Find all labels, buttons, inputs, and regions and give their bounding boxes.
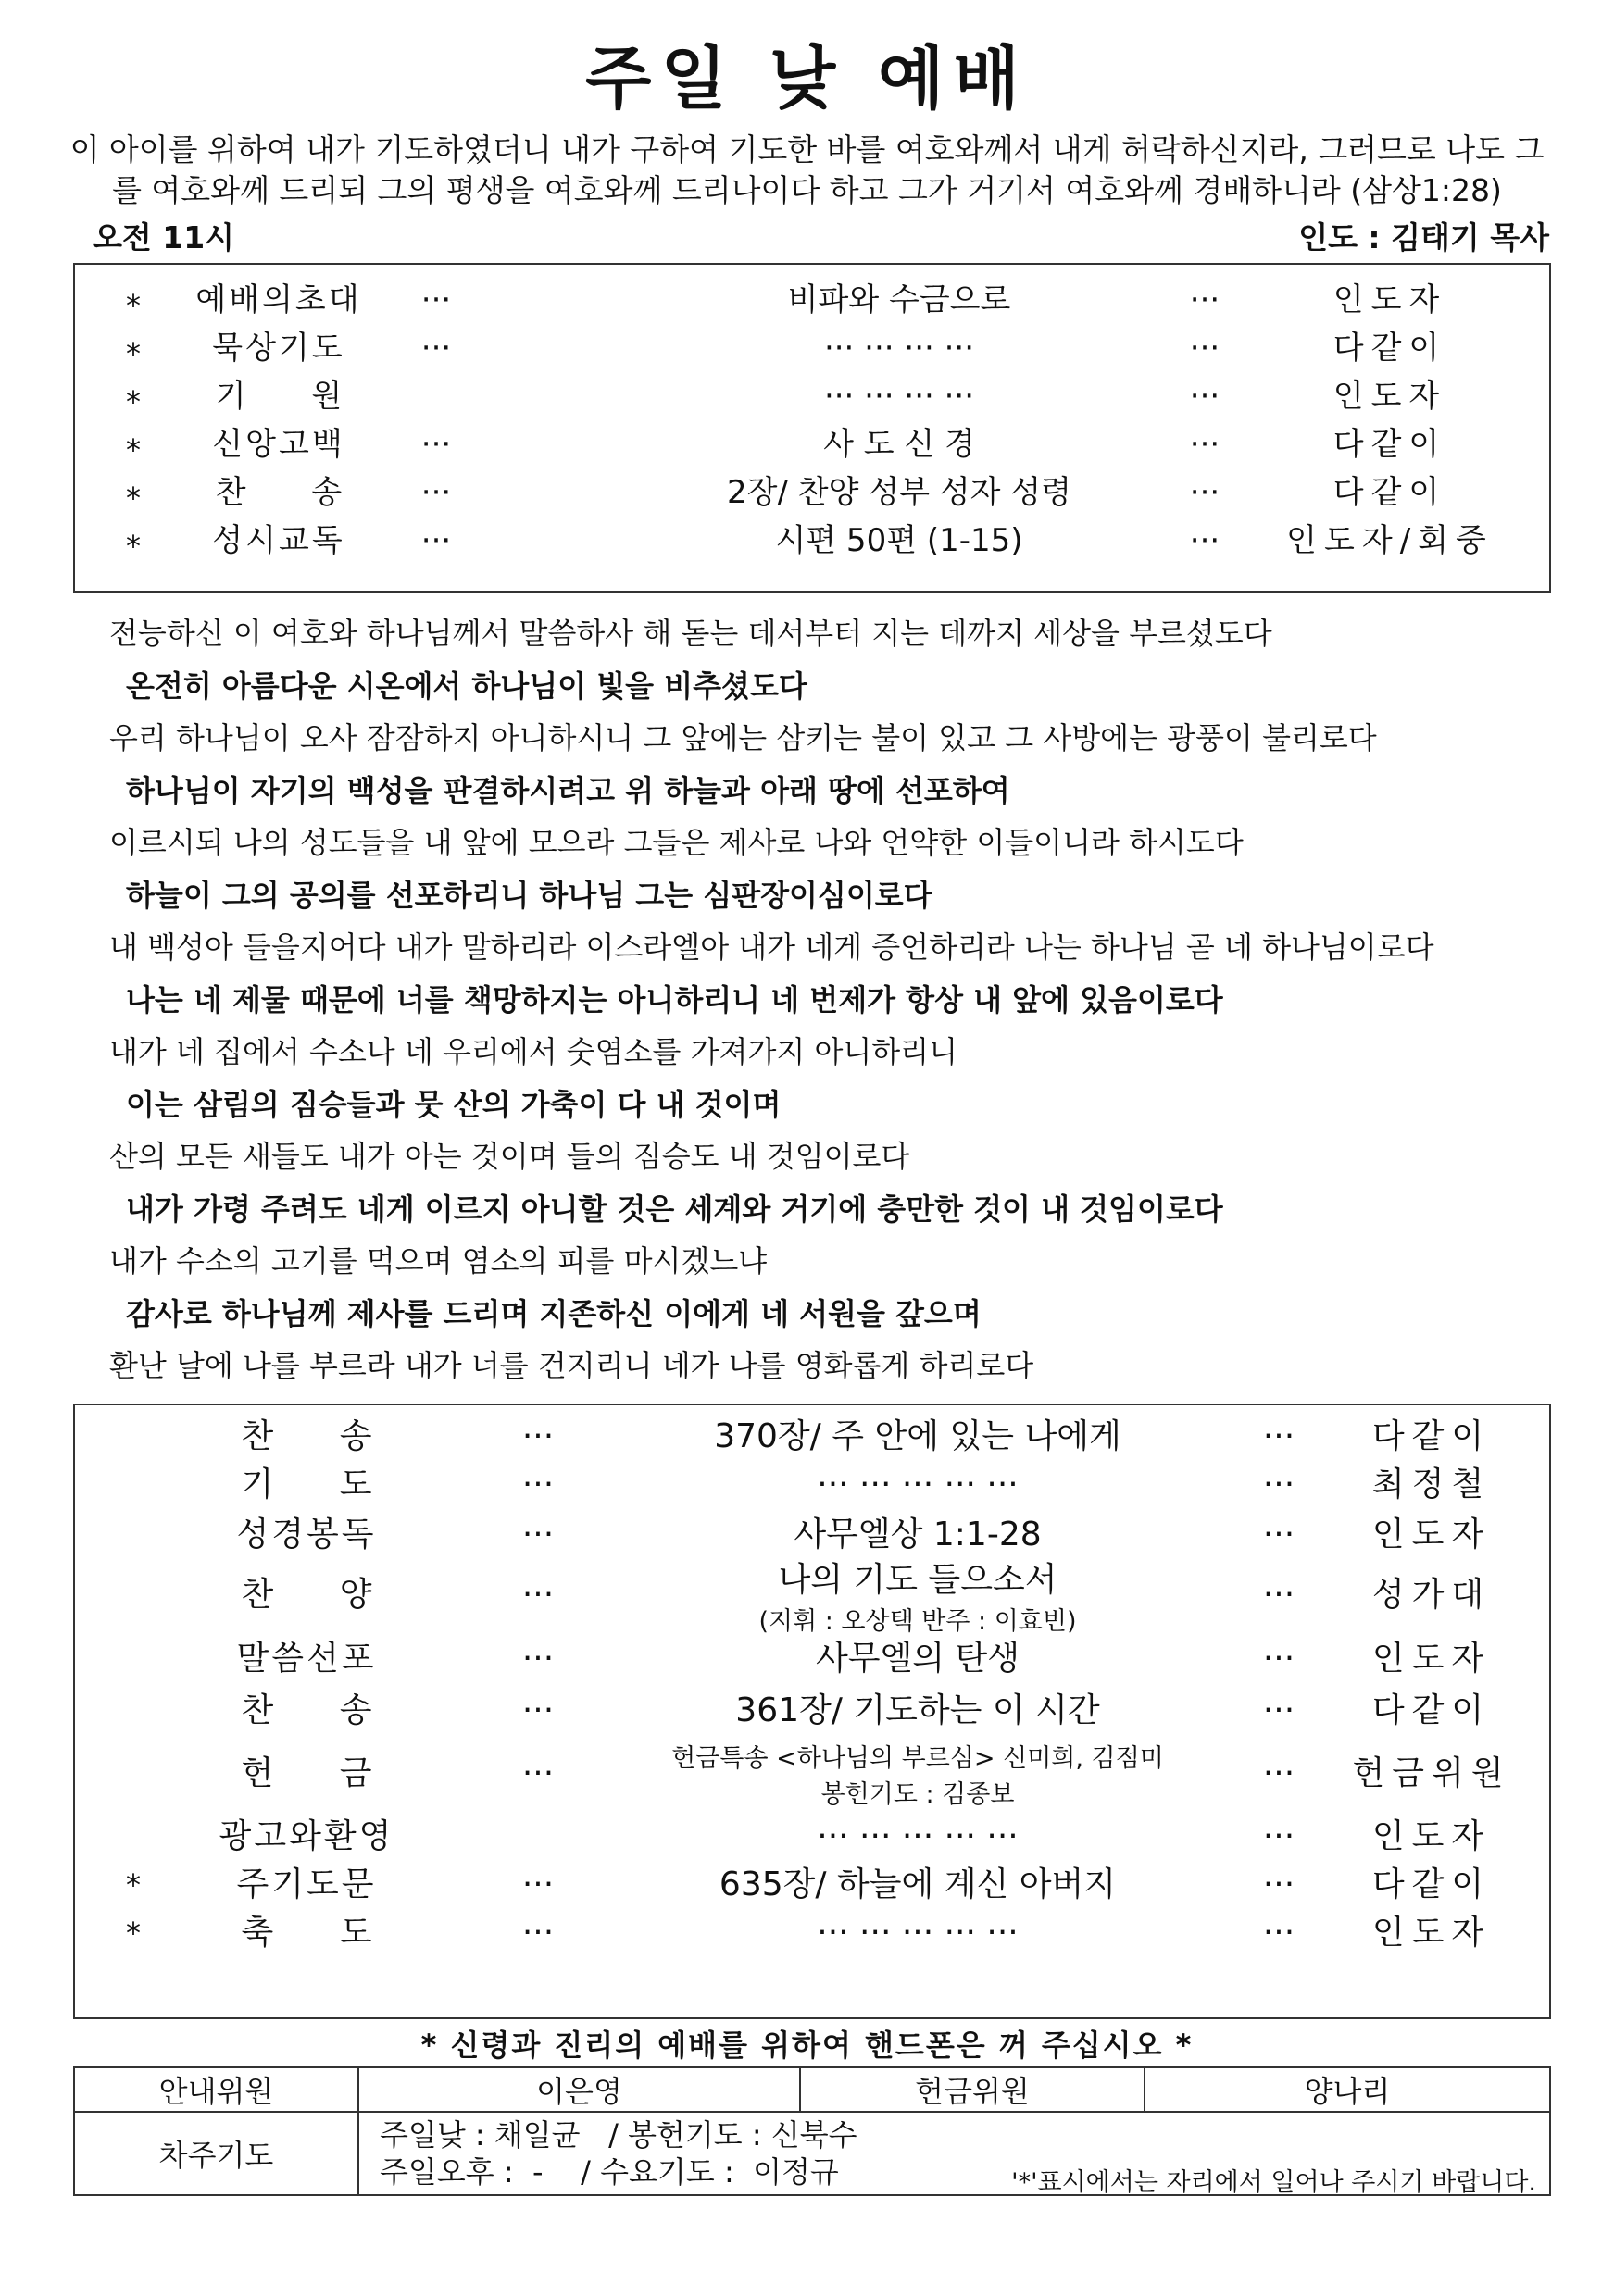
order-item-name: 묵상기도 (212, 330, 345, 367)
phone-notice: * 신령과 진리의 예배를 위하여 핸드폰은 꺼 주십시오 * (420, 2028, 1194, 2063)
order-item-leader: 다같이 (1371, 1691, 1492, 1729)
order-item-content: 사 도 신 경 (823, 426, 975, 463)
leader-dots: ··· (521, 1466, 555, 1504)
order-item-name: 성경봉독 (236, 1516, 377, 1554)
order-item-content: ··· ··· ··· ··· (823, 330, 975, 367)
leader-dots: ··· (521, 1516, 555, 1554)
order-item-subtitle: 봉헌기도 : 김종보 (820, 1780, 1015, 1809)
order-of-worship-part1 (73, 263, 1551, 593)
order-item-content: ··· ··· ··· ··· ··· (817, 1817, 1019, 1855)
reading-line: 전능하신 이 여호와 하나님께서 말씀하사 해 돋는 데서부터 지는 데까지 세상을 부르셨도다 (109, 616, 1272, 651)
order-item-name: 말씀선포 (236, 1640, 377, 1678)
order-item (75, 1633, 1549, 1685)
standing-marker: * (126, 529, 141, 564)
order-item-name: 찬 송 (241, 1691, 372, 1729)
order-item-leader: 인도자 (1332, 378, 1447, 415)
standing-marker: * (126, 1915, 141, 1951)
order-item (75, 1561, 1549, 1636)
order-item-leader: 인도자 (1371, 1640, 1492, 1678)
order-item (75, 1737, 1549, 1811)
order-item (75, 372, 1549, 420)
order-item (75, 1461, 1549, 1509)
leader-dots: ··· (521, 1640, 555, 1678)
leader-dots: ··· (1189, 330, 1220, 367)
order-item-leader: 인도자 (1332, 281, 1447, 318)
order-item-title: 헌금특송 <하나님의 부르심> 신미희, 김점미 (671, 1744, 1164, 1773)
order-item-subtitle: (지휘 : 오상택 반주 : 이효빈) (758, 1607, 1077, 1636)
order-item-leader: 최정철 (1371, 1466, 1492, 1504)
order-item-name: 광고와환영 (219, 1817, 394, 1855)
order-item-name: 찬 양 (241, 1576, 372, 1614)
leader-dots: ··· (1189, 378, 1220, 415)
standing-marker: * (126, 1867, 141, 1903)
order-item-content: 370장/ 주 안에 있는 나에게 (714, 1417, 1121, 1455)
leader-dots: ··· (1189, 522, 1220, 559)
order-item-name: 찬 송 (215, 474, 343, 511)
order-item-content: ··· ··· ··· ··· (823, 378, 975, 415)
leader-dots: ··· (521, 1691, 555, 1729)
order-item-name: 축 도 (241, 1914, 372, 1952)
order-item (75, 324, 1549, 372)
leader-dots: ··· (420, 522, 452, 559)
order-item-content: 361장/ 기도하는 이 시간 (735, 1691, 1100, 1729)
order-item-leader: 다같이 (1371, 1417, 1492, 1455)
leader-dots: ··· (1189, 474, 1220, 511)
order-item-name: 신앙고백 (212, 426, 345, 463)
next-prayer-line-2: 주일오후 : - / 수요기도 : 이정규 (380, 2154, 839, 2190)
usher-label: 안내위원 (74, 2067, 358, 2112)
order-item-leader: 다같이 (1371, 1866, 1492, 1903)
leader-dots: ··· (1262, 1516, 1295, 1554)
order-item-leader: 인도자/회중 (1286, 522, 1494, 559)
responsive-reading (109, 607, 1554, 1392)
leader-dots: ··· (1262, 1417, 1295, 1455)
standing-footnote: '*'표시에서는 자리에서 일어나 주시기 바랍니다. (1011, 2168, 1536, 2197)
order-item (75, 276, 1549, 324)
order-item-name: 헌 금 (241, 1754, 372, 1792)
leader-dots: ··· (420, 330, 452, 367)
reading-line: 내가 수소의 고기를 먹으며 염소의 피를 마시겠느냐 (109, 1243, 768, 1279)
order-item-leader: 인도자 (1371, 1817, 1492, 1855)
order-item-content: 시편 50편 (1-15) (775, 522, 1023, 559)
leader-dots: ··· (1262, 1691, 1295, 1729)
service-leader: 인도 : 김태기 목사 (1298, 219, 1549, 256)
order-of-worship-part2 (73, 1404, 1551, 2019)
leader-dots: ··· (521, 1576, 555, 1614)
leader-dots: ··· (521, 1866, 555, 1903)
order-item-name: 성시교독 (212, 522, 345, 559)
leader-dots: ··· (521, 1417, 555, 1455)
leader-dots: ··· (1262, 1576, 1295, 1614)
reading-line: 이르시되 나의 성도들을 내 앞에 모으라 그들은 제사로 나와 언약한 이들이니라 하시도다 (109, 825, 1244, 860)
service-time: 오전 11시 (93, 219, 235, 256)
next-prayer-label: 차주기도 (74, 2112, 358, 2195)
standing-marker: * (126, 384, 141, 419)
reading-line: 내가 네 집에서 수소나 네 우리에서 숫염소를 가져가지 아니하리니 (109, 1034, 958, 1069)
order-item-content: 635장/ 하늘에 계신 아버지 (719, 1866, 1117, 1903)
leader-dots: ··· (420, 281, 452, 318)
leader-dots: ··· (521, 1754, 555, 1792)
standing-marker: * (126, 288, 141, 323)
order-item (75, 420, 1549, 468)
leader-dots: ··· (420, 474, 452, 511)
order-item-name: 주기도문 (236, 1866, 377, 1903)
order-item-leader: 다같이 (1332, 426, 1447, 463)
order-item (75, 1413, 1549, 1461)
leader-dots: ··· (1262, 1754, 1295, 1792)
order-item-name: 찬 송 (241, 1417, 372, 1455)
leader-dots: ··· (1262, 1817, 1295, 1855)
order-item (75, 1685, 1549, 1737)
offering-committee-label: 헌금위원 (800, 2067, 1145, 2112)
reading-line: 나는 네 제물 때문에 너를 책망하지는 아니하리니 네 번제가 항상 내 앞에 있음이로다 (126, 981, 1223, 1017)
order-item-content: 2장/ 찬양 성부 성자 성령 (727, 474, 1071, 511)
order-item-leader: 인도자 (1371, 1516, 1492, 1554)
standing-marker: * (126, 432, 141, 468)
order-item-title: 나의 기도 들으소서 (778, 1561, 1057, 1599)
leader-dots: ··· (420, 426, 452, 463)
order-item-content: ··· ··· ··· ··· ··· (817, 1914, 1019, 1952)
order-item (75, 468, 1549, 517)
order-item-content: 비파와 수금으로 (787, 281, 1011, 318)
reading-line: 내가 가령 주려도 네게 이르지 아니할 것은 세계와 거기에 충만한 것이 내 것임이로다 (126, 1191, 1223, 1227)
leader-dots: ··· (521, 1914, 555, 1952)
reading-line: 온전히 아름다운 시온에서 하나님이 빛을 비추셨도다 (126, 668, 807, 704)
scripture-epigraph: 이 아이를 위하여 내가 기도하였더니 내가 구하여 기도한 바를 여호와께서 내게 허락하신지라, 그러므로 나도 그를 여호와께 드리되 그의 평생을 여호와께 드리나이다 하고 그가 거기서 여호와께 경배하니라 (삼상1:28) (69, 131, 1545, 208)
order-item-name: 기 도 (241, 1466, 372, 1504)
reading-line: 하늘이 그의 공의를 선포하리니 하나님 그는 심판장이심이로다 (126, 877, 932, 913)
order-item-name: 기 원 (215, 378, 343, 415)
next-prayer-line-1: 주일낮 : 채일균 / 봉헌기도 : 신북수 (380, 2117, 857, 2152)
page-title: 주일 낮 예배 (585, 39, 1029, 119)
offering-committee-name: 양나리 (1145, 2067, 1550, 2112)
order-item (75, 1909, 1549, 1957)
reading-line: 이는 삼림의 짐승들과 뭇 산의 가축이 다 내 것이며 (126, 1086, 782, 1122)
reading-line: 우리 하나님이 오사 잠잠하지 아니하시니 그 앞에는 삼키는 불이 있고 그 사방에는 광풍이 불리로다 (109, 720, 1377, 755)
order-item (75, 1813, 1549, 1861)
leader-dots: ··· (1262, 1466, 1295, 1504)
order-item-leader: 다같이 (1332, 474, 1447, 511)
leader-dots: ··· (1189, 281, 1220, 318)
order-item-leader: 다같이 (1332, 330, 1447, 367)
order-item-content: 사무엘상 1:1-28 (794, 1516, 1042, 1554)
order-item-content (594, 1561, 1242, 1636)
order-item-content: ··· ··· ··· ··· ··· (817, 1466, 1019, 1504)
reading-line: 내 백성아 들을지어다 내가 말하리라 이스라엘아 내가 네게 증언하리라 나는 하나님 곧 네 하나님이로다 (109, 930, 1434, 965)
order-item-name: 예배의초대 (195, 281, 362, 318)
reading-line: 하나님이 자기의 백성을 판결하시려고 위 하늘과 아래 땅에 선포하여 (126, 772, 1010, 808)
order-item-leader: 성가대 (1371, 1576, 1492, 1614)
reading-line: 산의 모든 새들도 내가 아는 것이며 들의 짐승도 내 것임이로다 (109, 1139, 910, 1174)
order-item-content (594, 1737, 1242, 1811)
usher-name: 이은영 (358, 2067, 800, 2112)
order-item-leader: 인도자 (1371, 1914, 1492, 1952)
reading-line: 감사로 하나님께 제사를 드리며 지존하신 이에게 네 서원을 갚으며 (126, 1295, 982, 1331)
leader-dots: ··· (1262, 1866, 1295, 1903)
leader-dots: ··· (1189, 426, 1220, 463)
leader-dots: ··· (1262, 1914, 1295, 1952)
order-item (75, 517, 1549, 565)
standing-marker: * (126, 480, 141, 516)
order-item-content: 사무엘의 탄생 (815, 1640, 1020, 1678)
standing-marker: * (126, 336, 141, 371)
order-item-leader: 헌금위원 (1352, 1754, 1511, 1792)
order-item (75, 1861, 1549, 1909)
reading-line: 환난 날에 나를 부르라 내가 너를 건지리니 네가 나를 영화롭게 하리로다 (109, 1348, 1034, 1383)
leader-dots: ··· (1262, 1640, 1295, 1678)
